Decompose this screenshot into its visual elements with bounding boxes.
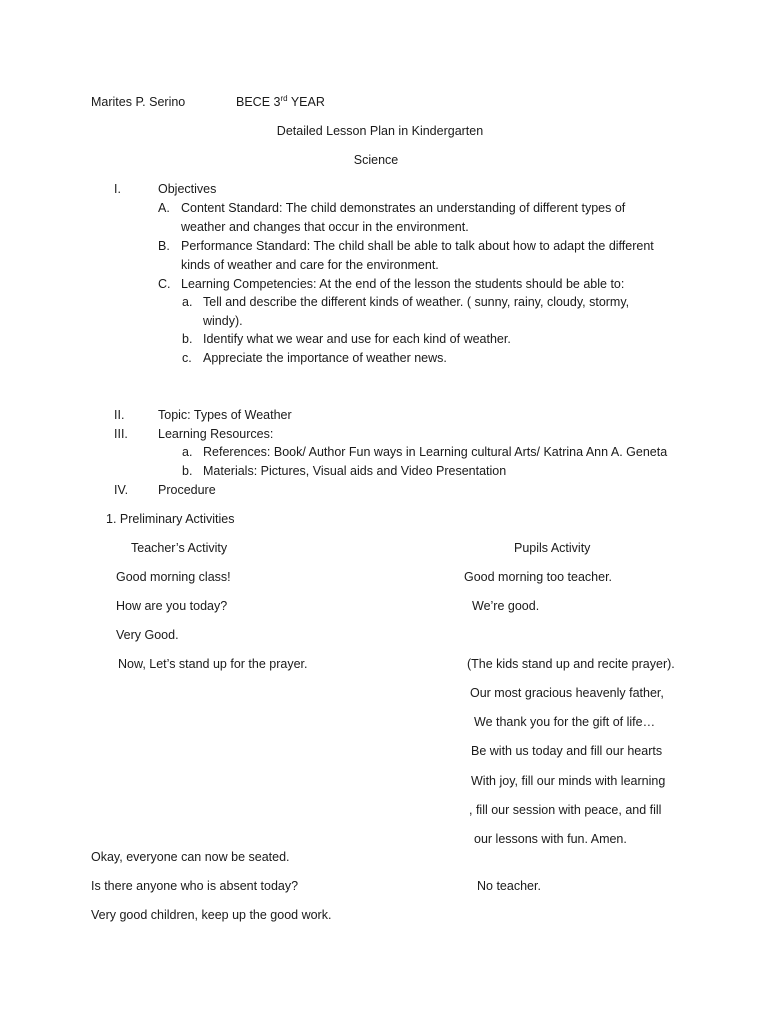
section-numeral: II.	[114, 408, 125, 422]
competency-a-cont: windy).	[203, 314, 243, 328]
competency-letter: b.	[182, 332, 193, 346]
resource-references: References: Book/ Author Fun ways in Learning cultural Arts/ Katrina Ann A. Geneta	[203, 445, 668, 459]
author-name: Marites P. Serino	[91, 95, 186, 109]
objective-content-standard-cont: weather and changes that occur in the environment.	[181, 220, 469, 234]
competency-a: Tell and describe the different kinds of weather. ( sunny, rainy, cloudy, stormy,	[203, 295, 630, 309]
resource-materials: Materials: Pictures, Visual aids and Video Presentation	[203, 464, 507, 478]
objectives-heading: Objectives	[158, 182, 217, 196]
prayer-line: Our most gracious heavenly father,	[470, 686, 664, 700]
teacher-line: Very Good.	[116, 628, 179, 642]
competency-c: Appreciate the importance of weather news.	[203, 351, 447, 365]
resource-letter: a.	[182, 445, 193, 459]
pupil-line: Good morning too teacher.	[464, 570, 613, 584]
pupil-line: We’re good.	[472, 599, 540, 613]
pupil-line: (The kids stand up and recite prayer).	[467, 657, 675, 671]
closing-line: Okay, everyone can now be seated.	[91, 850, 290, 864]
course-year	[236, 94, 325, 110]
prayer-line: , fill our session with peace, and fill	[469, 803, 662, 817]
document-title: Detailed Lesson Plan in Kindergarten	[276, 124, 484, 138]
course-suffix: YEAR	[287, 95, 325, 109]
subject-title: Science	[353, 153, 399, 167]
closing-line: Is there anyone who is absent today?	[91, 879, 299, 893]
competency-letter: a.	[182, 295, 193, 309]
resources-heading: Learning Resources:	[158, 427, 274, 441]
objective-letter: B.	[158, 239, 170, 253]
course-ordinal: rd	[280, 93, 288, 103]
procedure-heading: Procedure	[158, 483, 216, 497]
preliminary-heading: 1. Preliminary Activities	[106, 512, 235, 526]
competency-b: Identify what we wear and use for each kind of weather.	[203, 332, 511, 346]
objective-letter: C.	[158, 277, 171, 291]
prayer-line: We thank you for the gift of life…	[474, 715, 656, 729]
teacher-line: How are you today?	[116, 599, 228, 613]
objective-content-standard: Content Standard: The child demonstrates an understanding of different types of	[181, 201, 626, 215]
course-prefix: BECE 3	[236, 95, 281, 109]
objective-performance-standard: Performance Standard: The child shall be able to talk about how to adapt the different	[181, 239, 654, 253]
section-numeral: III.	[114, 427, 128, 441]
prayer-line: With joy, fill our minds with learning	[471, 774, 666, 788]
objective-performance-standard-cont: kinds of weather and care for the environment.	[181, 258, 439, 272]
teacher-activity-header: Teacher’s Activity	[131, 541, 228, 555]
prayer-line: our lessons with fun. Amen.	[474, 832, 627, 846]
pupils-activity-header: Pupils Activity	[514, 541, 591, 555]
objective-letter: A.	[158, 201, 170, 215]
objective-learning-competencies: Learning Competencies: At the end of the lesson the students should be able to:	[181, 277, 625, 291]
resource-letter: b.	[182, 464, 193, 478]
competency-letter: c.	[182, 351, 192, 365]
teacher-line: Good morning class!	[116, 570, 231, 584]
section-numeral: IV.	[114, 483, 129, 497]
prayer-line: Be with us today and fill our hearts	[471, 744, 663, 758]
teacher-line: Now, Let’s stand up for the prayer.	[118, 657, 308, 671]
topic-text: Topic: Types of Weather	[158, 408, 292, 422]
section-numeral: I.	[114, 182, 121, 196]
pupil-line: No teacher.	[477, 879, 541, 893]
closing-line: Very good children, keep up the good work.	[91, 908, 332, 922]
